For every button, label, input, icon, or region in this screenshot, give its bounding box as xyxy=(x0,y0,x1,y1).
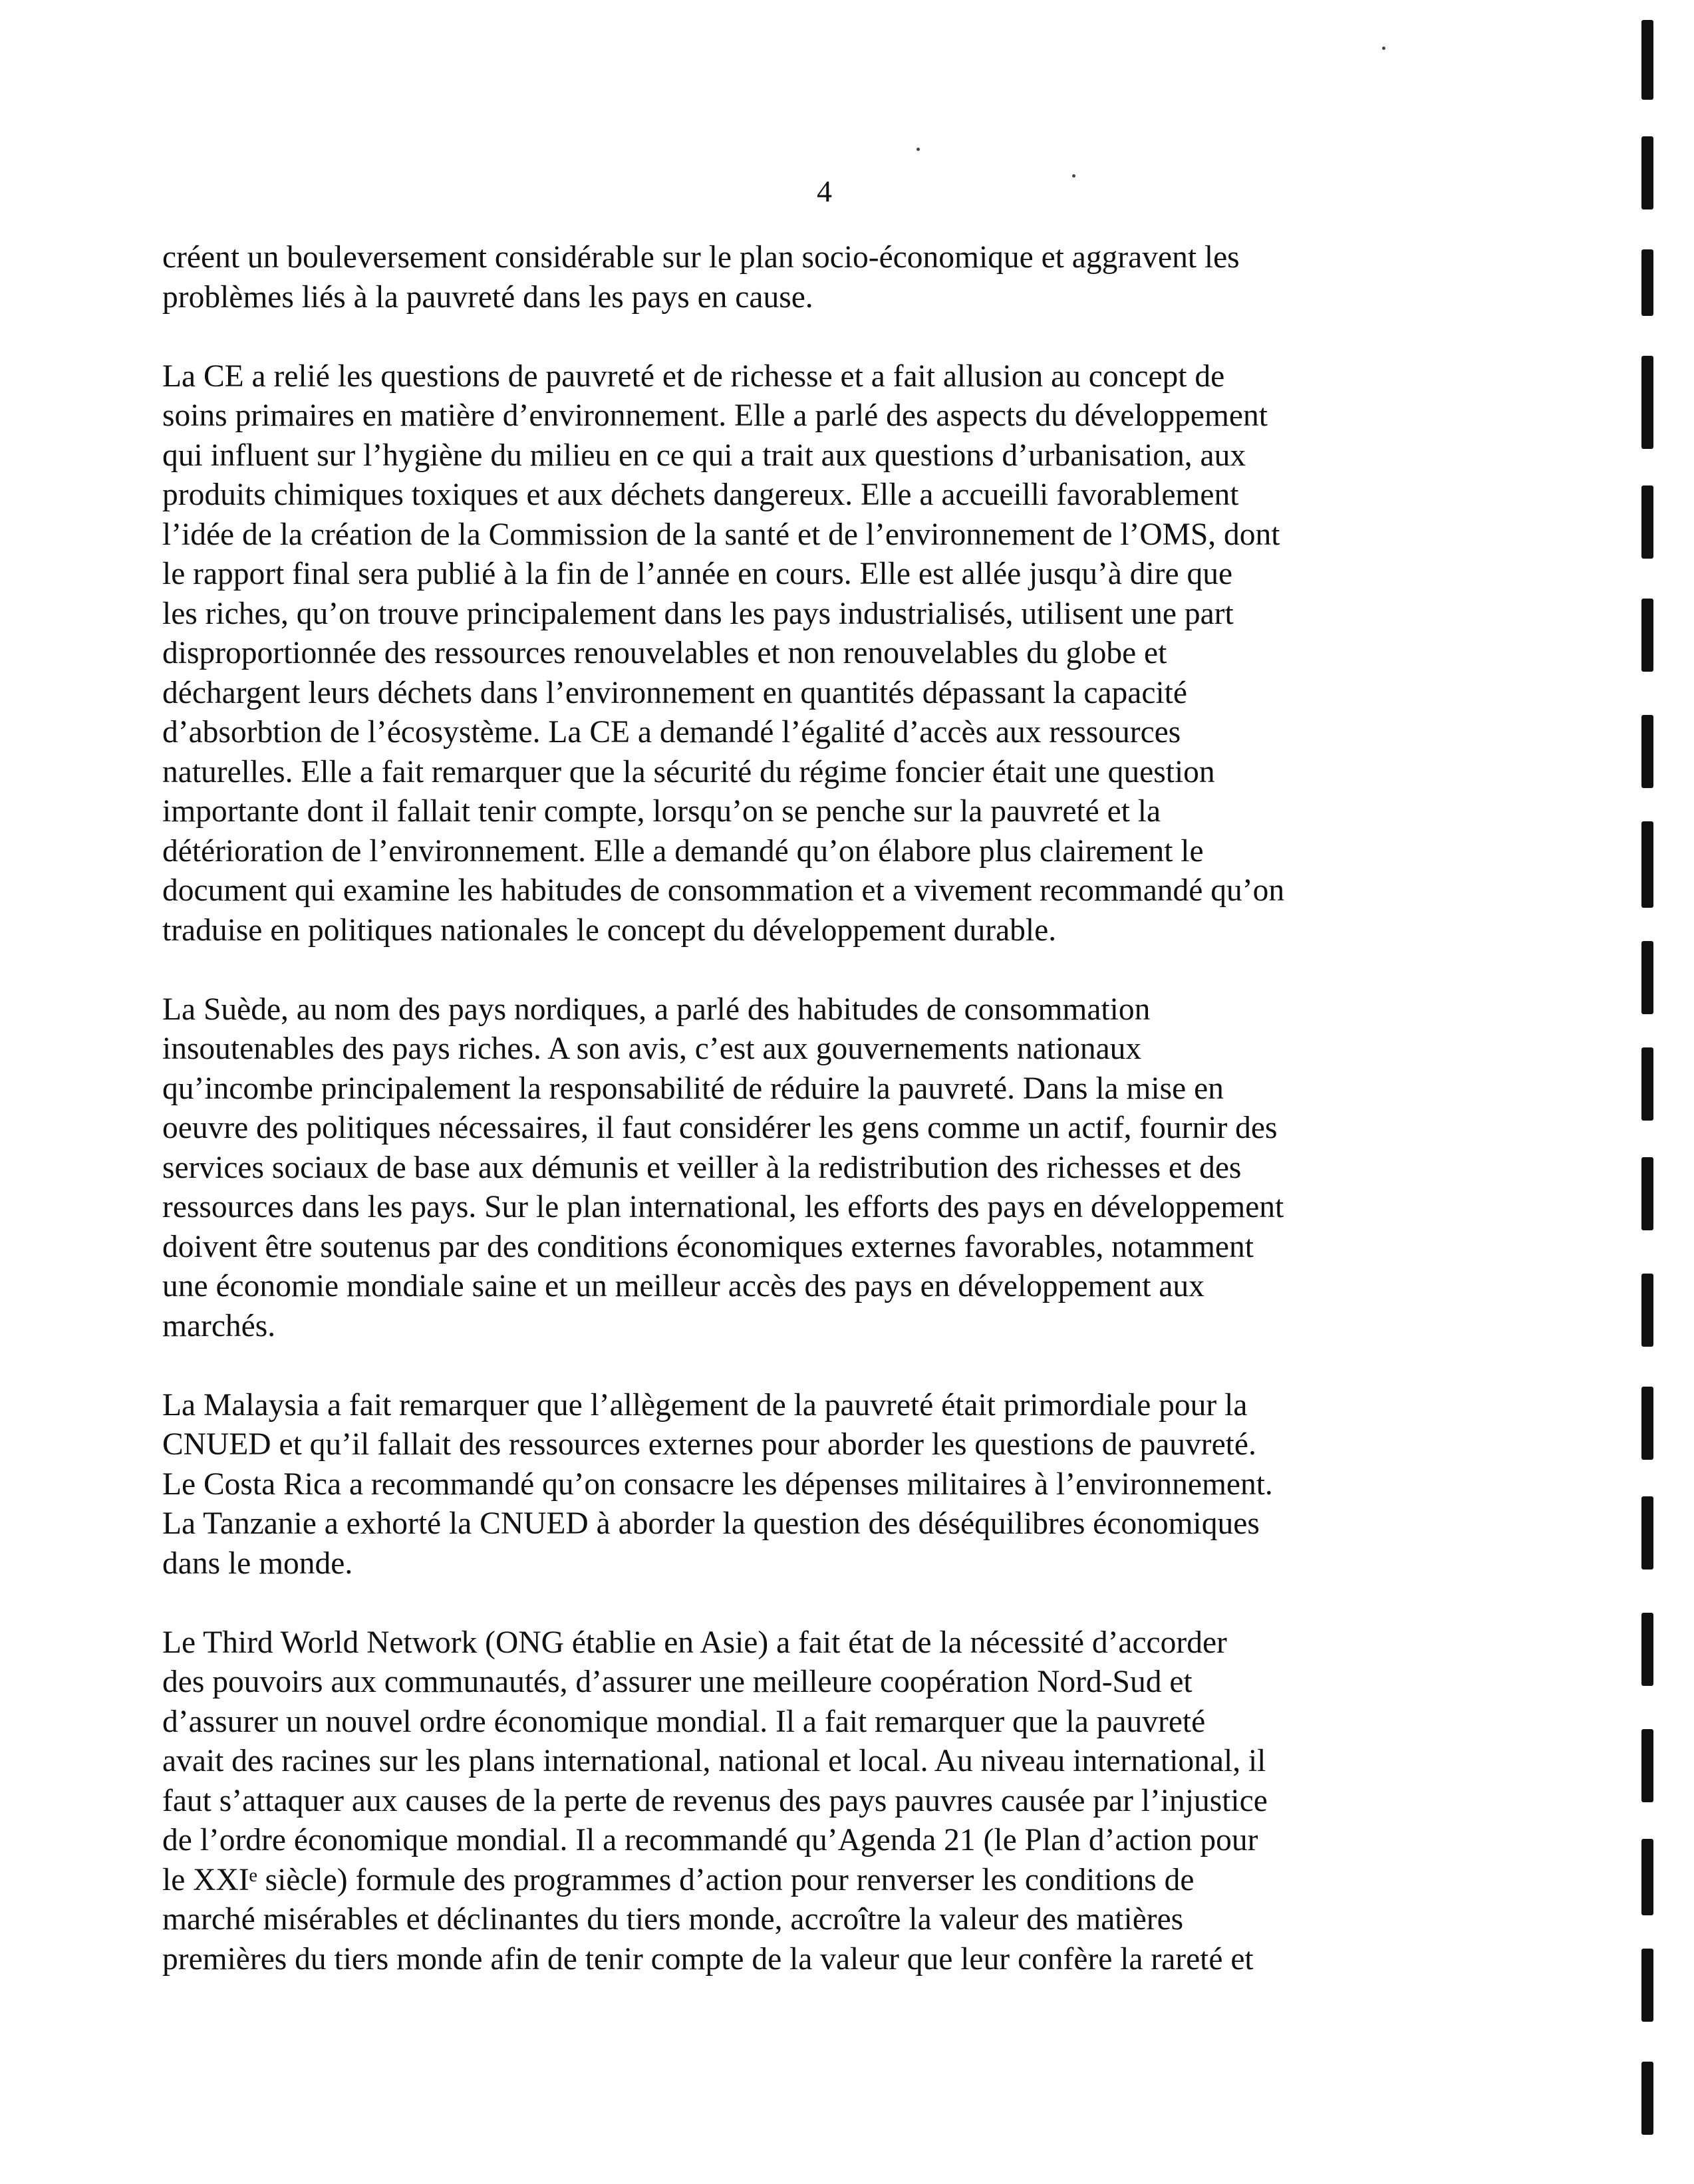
text-line: La Malaysia a fait remarquer que l’allègement de la pauvreté était primordiale pour la xyxy=(162,1387,1248,1423)
text-line: le XXIᵉ siècle) formule des programmes d’action pour renverser les conditions de xyxy=(162,1862,1195,1897)
text-line: premières du tiers monde afin de tenir compte de la valeur que leur confère la rareté et xyxy=(162,1941,1254,1977)
text-line: les riches, qu’on trouve principalement dans les pays industrialisés, utilisent une part xyxy=(162,596,1234,631)
text-line: CNUED et qu’il fallait des ressources externes pour aborder les questions de pauvreté. xyxy=(162,1427,1256,1462)
scan-margin-bar xyxy=(1641,1496,1653,1570)
text-line: services sociaux de base aux démunis et veiller à la redistribution des richesses et des xyxy=(162,1150,1242,1185)
text-line: qu’incombe principalement la responsabilité de réduire la pauvreté. Dans la mise en xyxy=(162,1071,1224,1106)
scan-margin-bar xyxy=(1641,2062,1653,2135)
scan-margin-bar xyxy=(1641,821,1653,908)
text-line: faut s’attaquer aux causes de la perte de revenus des pays pauvres causée par l’injustice xyxy=(162,1783,1268,1818)
text-line: importante dont il fallait tenir compte, lorsqu’on se penche sur la pauvreté et la xyxy=(162,794,1161,829)
scan-margin-bar xyxy=(1641,1157,1653,1230)
scan-margin-bar xyxy=(1641,136,1653,209)
text-line: dans le monde. xyxy=(162,1546,353,1581)
paragraph xyxy=(162,357,1486,951)
scan-margin-bar xyxy=(1641,249,1653,316)
text-line: oeuvre des politiques nécessaires, il faut considérer les gens comme un actif, fournir des xyxy=(162,1111,1278,1145)
text-line: de l’ordre économique mondial. Il a recommandé qu’Agenda 21 (le Plan d’action pour xyxy=(162,1823,1258,1857)
text-line: qui influent sur l’hygiène du milieu en ce qui a trait aux questions d’urbanisation, aux xyxy=(162,438,1246,473)
scan-margin-bar xyxy=(1641,20,1653,100)
text-line: produits chimiques toxiques et aux déchets dangereux. Elle a accueilli favorablement xyxy=(162,478,1239,512)
scan-speck xyxy=(1382,47,1385,50)
text-line: La Suède, au nom des pays nordiques, a parlé des habitudes de consommation xyxy=(162,992,1151,1027)
text-line: soins primaires en matière d’environnement. Elle a parlé des aspects du développement xyxy=(162,398,1268,433)
text-line: La Tanzanie a exhorté la CNUED à aborder la question des déséquilibres économiques xyxy=(162,1506,1260,1541)
text-line: marchés. xyxy=(162,1308,276,1343)
scan-margin-bar xyxy=(1641,356,1653,449)
text-line: une économie mondiale saine et un meilleur accès des pays en développement aux xyxy=(162,1269,1204,1303)
scan-margin-bar xyxy=(1641,1047,1653,1121)
paragraph xyxy=(162,990,1486,1347)
scan-margin-bar xyxy=(1641,1387,1653,1460)
text-line: ressources dans les pays. Sur le plan international, les efforts des pays en développement xyxy=(162,1190,1284,1224)
text-line: d’absorbtion de l’écosystème. La CE a demandé l’égalité d’accès aux ressources xyxy=(162,715,1181,750)
text-line: traduise en politiques nationales le concept du développement durable. xyxy=(162,912,1057,948)
text-line: détérioration de l’environnement. Elle a demandé qu’on élabore plus clairement le xyxy=(162,833,1204,869)
text-line: marché misérables et déclinantes du tiers monde, accroître la valeur des matières xyxy=(162,1902,1184,1937)
paragraph xyxy=(162,1623,1486,1980)
scan-margin-bar xyxy=(1641,1949,1653,2022)
page-number: 4 xyxy=(817,174,832,208)
text-line: le rapport final sera publié à la fin de l’année en cours. Elle est allée jusqu’à dire que xyxy=(162,557,1233,591)
scan-margin-bar xyxy=(1641,1839,1653,1915)
scan-margin-bar xyxy=(1641,1613,1653,1686)
scan-margin-bar xyxy=(1641,715,1653,788)
text-line: l’idée de la création de la Commission de la santé et de l’environnement de l’OMS, dont xyxy=(162,517,1280,552)
scan-margin-bar xyxy=(1641,1274,1653,1347)
text-line: d’assurer un nouvel ordre économique mondial. Il a fait remarquer que la pauvreté xyxy=(162,1704,1206,1739)
scan-margin-bar xyxy=(1641,599,1653,672)
text-line: créent un bouleversement considérable sur le plan socio-économique et aggravent les xyxy=(162,240,1240,275)
document-body xyxy=(162,238,1486,2019)
text-line: doivent être soutenus par des conditions économiques externes favorables, notamment xyxy=(162,1229,1254,1264)
text-line: document qui examine les habitudes de consommation et a vivement recommandé qu’on xyxy=(162,873,1285,908)
text-line: des pouvoirs aux communautés, d’assurer une meilleure coopération Nord-Sud et xyxy=(162,1665,1193,1699)
text-line: déchargent leurs déchets dans l’environnement en quantités dépassant la capacité xyxy=(162,675,1187,710)
text-line: Le Costa Rica a recommandé qu’on consacre les dépenses militaires à l’environnement. xyxy=(162,1466,1273,1502)
scan-margin-bar xyxy=(1641,941,1653,1014)
text-line: La CE a relié les questions de pauvreté et de richesse et a fait allusion au concept de xyxy=(162,358,1225,394)
paragraph xyxy=(162,238,1486,317)
scan-speck xyxy=(1072,174,1075,178)
text-line: avait des racines sur les plans international, national et local. Au niveau international, il xyxy=(162,1744,1266,1778)
scan-margin-bar xyxy=(1641,485,1653,559)
scan-speck xyxy=(917,148,920,151)
scan-margin-marks xyxy=(1636,0,1676,2184)
scan-margin-bar xyxy=(1641,1729,1653,1802)
text-line: insoutenables des pays riches. A son avis, c’est aux gouvernements nationaux xyxy=(162,1031,1142,1066)
paragraph xyxy=(162,1386,1486,1584)
text-line: disproportionnée des ressources renouvelables et non renouvelables du globe et xyxy=(162,636,1167,670)
text-line: naturelles. Elle a fait remarquer que la sécurité du régime foncier était une question xyxy=(162,754,1215,789)
text-line: Le Third World Network (ONG établie en Asie) a fait état de la nécessité d’accorder xyxy=(162,1625,1227,1660)
text-line: problèmes liés à la pauvreté dans les pays en cause. xyxy=(162,279,813,315)
